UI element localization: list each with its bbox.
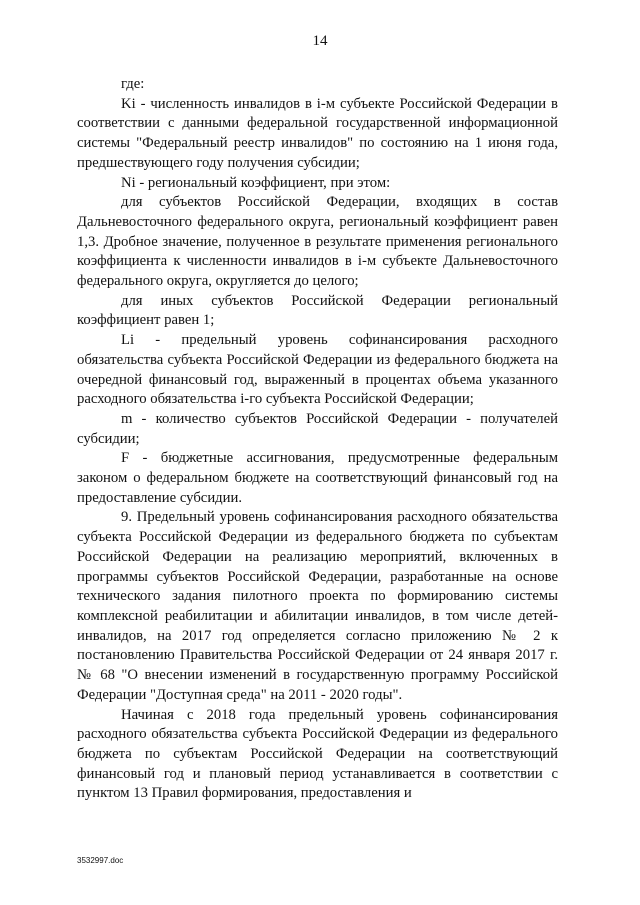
paragraph-other-coefficient: для иных субъектов Российской Федерации региональный коэффициент равен 1; [77,292,558,329]
paragraph-far-east-coefficient: для субъектов Российской Федерации, входящих в состав Дальневосточного федерального округа, региональный коэффициент равен 1,3. Дробное значение, полученное в результате применения регионального коэффициента к численности инвалидов в i-м субъекте Дальневосточного федерального округа, округляется до целого; [77,194,558,290]
paragraph-li-definition: Li - предельный уровень софинансирования расходного обязательства субъекта Российской Федерации из федерального бюджета на очередной финансовый год, выраженный в процентах объема указанного расходного обязательства i-го субъекта Российской Федерации; [77,332,558,408]
paragraph-f-definition: F - бюджетные ассигнования, предусмотренные федеральным законом о федеральном бюджете на соответствующий финансовый год на предоставление субсидии. [77,450,558,506]
page-number: 14 [312,33,328,49]
paragraph-ki-definition: Ki - численность инвалидов в i-м субъекте Российской Федерации в соответствии с данными федеральной государственной информационной системы "Федеральный реестр инвалидов" по состоянию на 1 июня года, предшествующего году получения субсидии; [77,95,558,171]
paragraph-ni-definition: Ni - региональный коэффициент, при этом: [121,174,391,191]
document-file-name: 3532997.doc [77,856,124,865]
document-body [77,75,558,804]
paragraph-m-definition: m - количество субъектов Российской Федерации - получателей субсидии; [77,410,558,447]
paragraph-item-9: 9. Предельный уровень софинансирования расходного обязательства субъекта Российской Федерации из федерального бюджета по субъектам Российской Федерации на реализацию мероприятий, включенных в программы субъектов Российской Федерации, разработанные на основе технического задания пилотного проекта по формированию системы комплексной реабилитации и абилитации инвалидов, в том числе детей-инвалидов, на 2017 год определяется согласно приложению № 2 к постановлению Правительства Российской Федерации от 24 января 2017 г. № 68 "О внесении изменений в государственную программу Российской Федерации "Доступная среда" на 2011 - 2020 годы". [77,509,558,703]
paragraph-where: где: [121,76,145,92]
paragraph-from-2018: Начиная с 2018 года предельный уровень софинансирования расходного обязательства субъекта Российской Федерации из федерального бюджета по субъектам Российской Федерации на соответствующий финансовый год и плановый период устанавливается в соответствии с пунктом 13 Правил формирования, предоставления и [77,706,558,802]
